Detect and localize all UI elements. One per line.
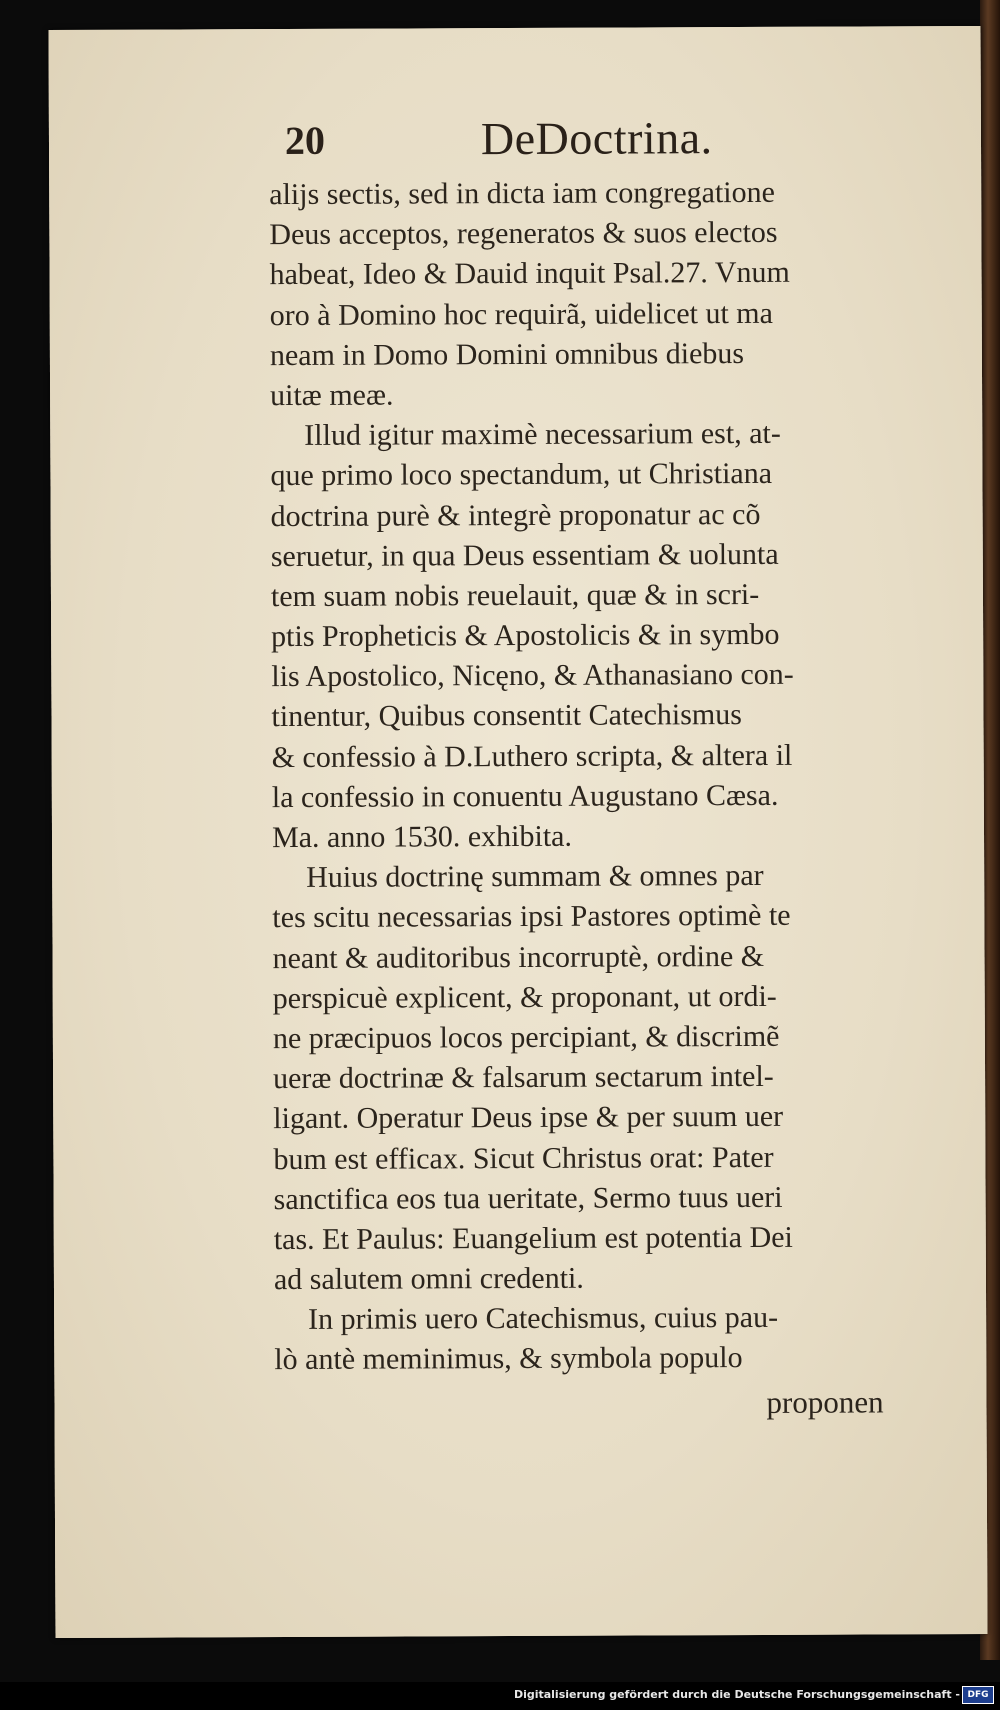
catchword: proponen [766, 1384, 884, 1420]
page-header [285, 111, 805, 173]
text-line: lò antè meminimus, & symbola populo [274, 1341, 743, 1377]
text-line: tem suam nobis reuelauit, quæ & in scri- [270, 577, 760, 613]
text-line: & confessio à D.Luthero scripta, & altera il [271, 738, 793, 774]
text-line: tas. Et Paulus: Euangelium est potentia Dei [273, 1220, 793, 1256]
dfg-logo-icon: DFG [962, 1686, 994, 1704]
body-text [269, 172, 974, 1381]
text-line: seruetur, in qua Deus essentiam & uolunta [270, 537, 779, 573]
funding-credit: Digitalisierung gefördert durch die Deutsche Forschungsgemeinschaft - [513, 1688, 960, 1701]
text-line: oro à Domino hoc requirã, uidelicet ut ma [269, 296, 773, 332]
text-line: bum est efficax. Sicut Christus orat: Pater [273, 1140, 774, 1176]
text-line: uitæ meæ. [270, 378, 394, 413]
text-line: neam in Domo Domini omnibus diebus [269, 336, 745, 372]
running-title: DeDoctrina. [480, 112, 713, 165]
text-line: alijs sectis, sed in dicta iam congregatione [269, 175, 775, 212]
text-line: ptis Propheticis & Apostolicis & in symbo [271, 617, 780, 654]
text-line: ligant. Operatur Deus ipse & per suum uer [273, 1100, 784, 1136]
book-page [48, 26, 987, 1638]
text-line: tes scitu necessarias ipsi Pastores optimè te [272, 899, 791, 935]
paragraph-start-line: Huius doctrinę summam & omnes par [306, 859, 764, 895]
text-line: ne præcipuos locos percipiant, & discrimẽ [272, 1019, 780, 1056]
text-line: Ma. anno 1530. exhibita. [271, 819, 573, 855]
digitization-footer [0, 1682, 1000, 1710]
text-line: la confessio in conuentu Augustano Cæsa. [271, 778, 779, 814]
text-line: ueræ doctrinæ & falsarum sectarum intel- [273, 1060, 774, 1096]
text-line: ad salutem omni credenti. [273, 1261, 584, 1297]
text-line: habeat, Ideo & Dauid inquit Psal.27. Vnum [269, 256, 790, 292]
page-number: 20 [284, 117, 326, 164]
text-line: perspicuè explicent, & proponant, ut ordi- [272, 979, 777, 1015]
text-line: tinentur, Quibus consentit Catechismus [271, 698, 742, 734]
text-line: que primo loco spectandum, ut Christiana [270, 457, 773, 493]
text-line: lis Apostolico, Nicęno, & Athanasiano con- [271, 658, 794, 694]
text-line: Deus acceptos, regeneratos & suos electos [269, 216, 778, 252]
text-line: doctrina purè & integrè proponatur ac cõ [270, 497, 761, 533]
text-line: neant & auditoribus incorruptè, ordine & [272, 939, 765, 975]
paragraph-start-line: In primis uero Catechismus, cuius pau- [308, 1301, 779, 1337]
paragraph-start-line: Illud igitur maximè necessarium est, at- [304, 416, 781, 453]
text-line: sanctifica eos tua ueritate, Sermo tuus ueri [273, 1180, 783, 1216]
